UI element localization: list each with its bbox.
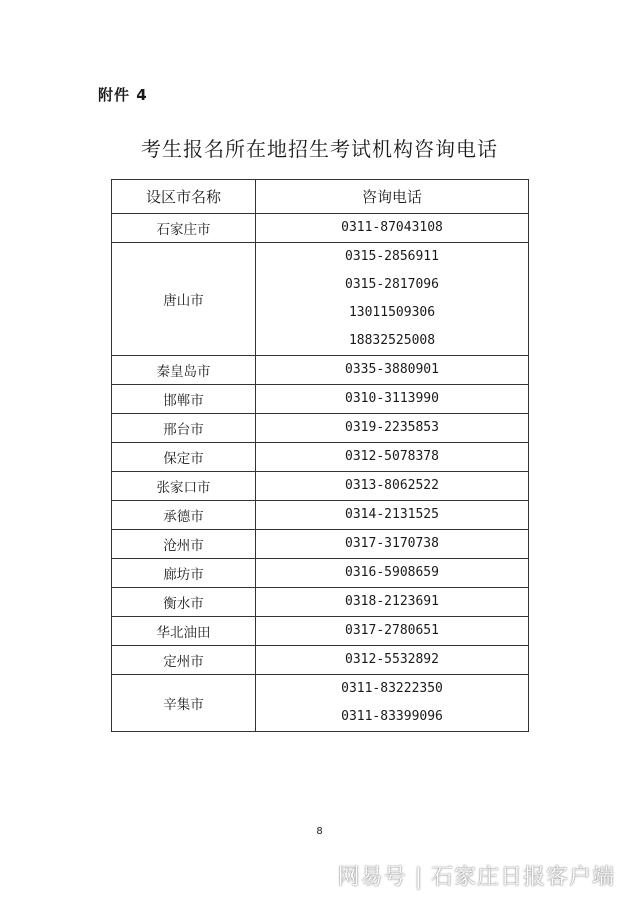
phone-number: 0335-3880901 <box>345 362 439 377</box>
city-name-cell: 衡水市 <box>112 588 256 617</box>
phone-cell <box>256 646 529 675</box>
phone-number: 0312-5078378 <box>345 449 439 464</box>
phone-number: 0315-2817096 <box>345 277 439 292</box>
city-name-cell: 定州市 <box>112 646 256 675</box>
table-row <box>112 646 529 675</box>
phone-cell <box>256 588 529 617</box>
table-row <box>112 501 529 530</box>
table-row <box>112 443 529 472</box>
city-name-cell: 华北油田 <box>112 617 256 646</box>
table-body <box>112 214 529 732</box>
column-header-city: 设区市名称 <box>112 180 256 214</box>
phone-number: 18832525008 <box>348 333 436 348</box>
city-name-cell: 廊坊市 <box>112 559 256 588</box>
phone-number: 0311-87043108 <box>341 220 443 235</box>
table-header-row <box>112 180 529 214</box>
phone-number: 13011509306 <box>348 305 436 320</box>
phone-cell <box>256 414 529 443</box>
phone-number: 0312-5532892 <box>345 652 439 667</box>
phone-cell <box>256 443 529 472</box>
phone-number: 0314-2131525 <box>345 507 439 522</box>
table-row <box>112 617 529 646</box>
city-name-cell: 沧州市 <box>112 530 256 559</box>
phone-cell <box>256 243 529 356</box>
phone-cell <box>256 472 529 501</box>
city-name-cell: 邯郸市 <box>112 385 256 414</box>
phone-number: 0318-2123691 <box>345 594 439 609</box>
phone-number: 0317-2780651 <box>345 623 439 638</box>
city-name-cell: 石家庄市 <box>112 214 256 243</box>
contact-table <box>111 179 529 732</box>
table-row <box>112 530 529 559</box>
phone-number: 0315-2856911 <box>345 249 439 264</box>
page-number: 8 <box>316 826 323 837</box>
phone-number: 0311-83222350 <box>341 681 443 696</box>
table-row <box>112 356 529 385</box>
phone-cell <box>256 530 529 559</box>
table-row <box>112 214 529 243</box>
table-row <box>112 559 529 588</box>
city-name-cell: 秦皇岛市 <box>112 356 256 385</box>
table-row <box>112 243 529 356</box>
city-name-cell: 保定市 <box>112 443 256 472</box>
table-row <box>112 385 529 414</box>
city-name-cell: 张家口市 <box>112 472 256 501</box>
phone-cell <box>256 214 529 243</box>
phone-cell <box>256 385 529 414</box>
column-header-phone: 咨询电话 <box>256 180 529 214</box>
phone-number: 0319-2235853 <box>345 420 439 435</box>
phone-number: 0316-5908659 <box>345 565 439 580</box>
table-row <box>112 472 529 501</box>
phone-cell <box>256 559 529 588</box>
table-row <box>112 414 529 443</box>
table-row <box>112 675 529 732</box>
city-name-cell: 唐山市 <box>112 243 256 356</box>
table-row <box>112 588 529 617</box>
phone-number: 0310-3113990 <box>345 391 439 406</box>
phone-cell <box>256 501 529 530</box>
attachment-label: 附件 4 <box>98 86 148 104</box>
phone-number: 0313-8062522 <box>345 478 439 493</box>
phone-number: 0311-83399096 <box>341 709 443 724</box>
phone-number: 0317-3170738 <box>345 536 439 551</box>
city-name-cell: 邢台市 <box>112 414 256 443</box>
phone-cell <box>256 617 529 646</box>
page-title: 考生报名所在地招生考试机构咨询电话 <box>141 137 498 161</box>
city-name-cell: 辛集市 <box>112 675 256 732</box>
city-name-cell: 承德市 <box>112 501 256 530</box>
phone-cell <box>256 356 529 385</box>
phone-cell <box>256 675 529 732</box>
watermark: 网易号 | 石家庄日报客户端 <box>337 865 615 890</box>
